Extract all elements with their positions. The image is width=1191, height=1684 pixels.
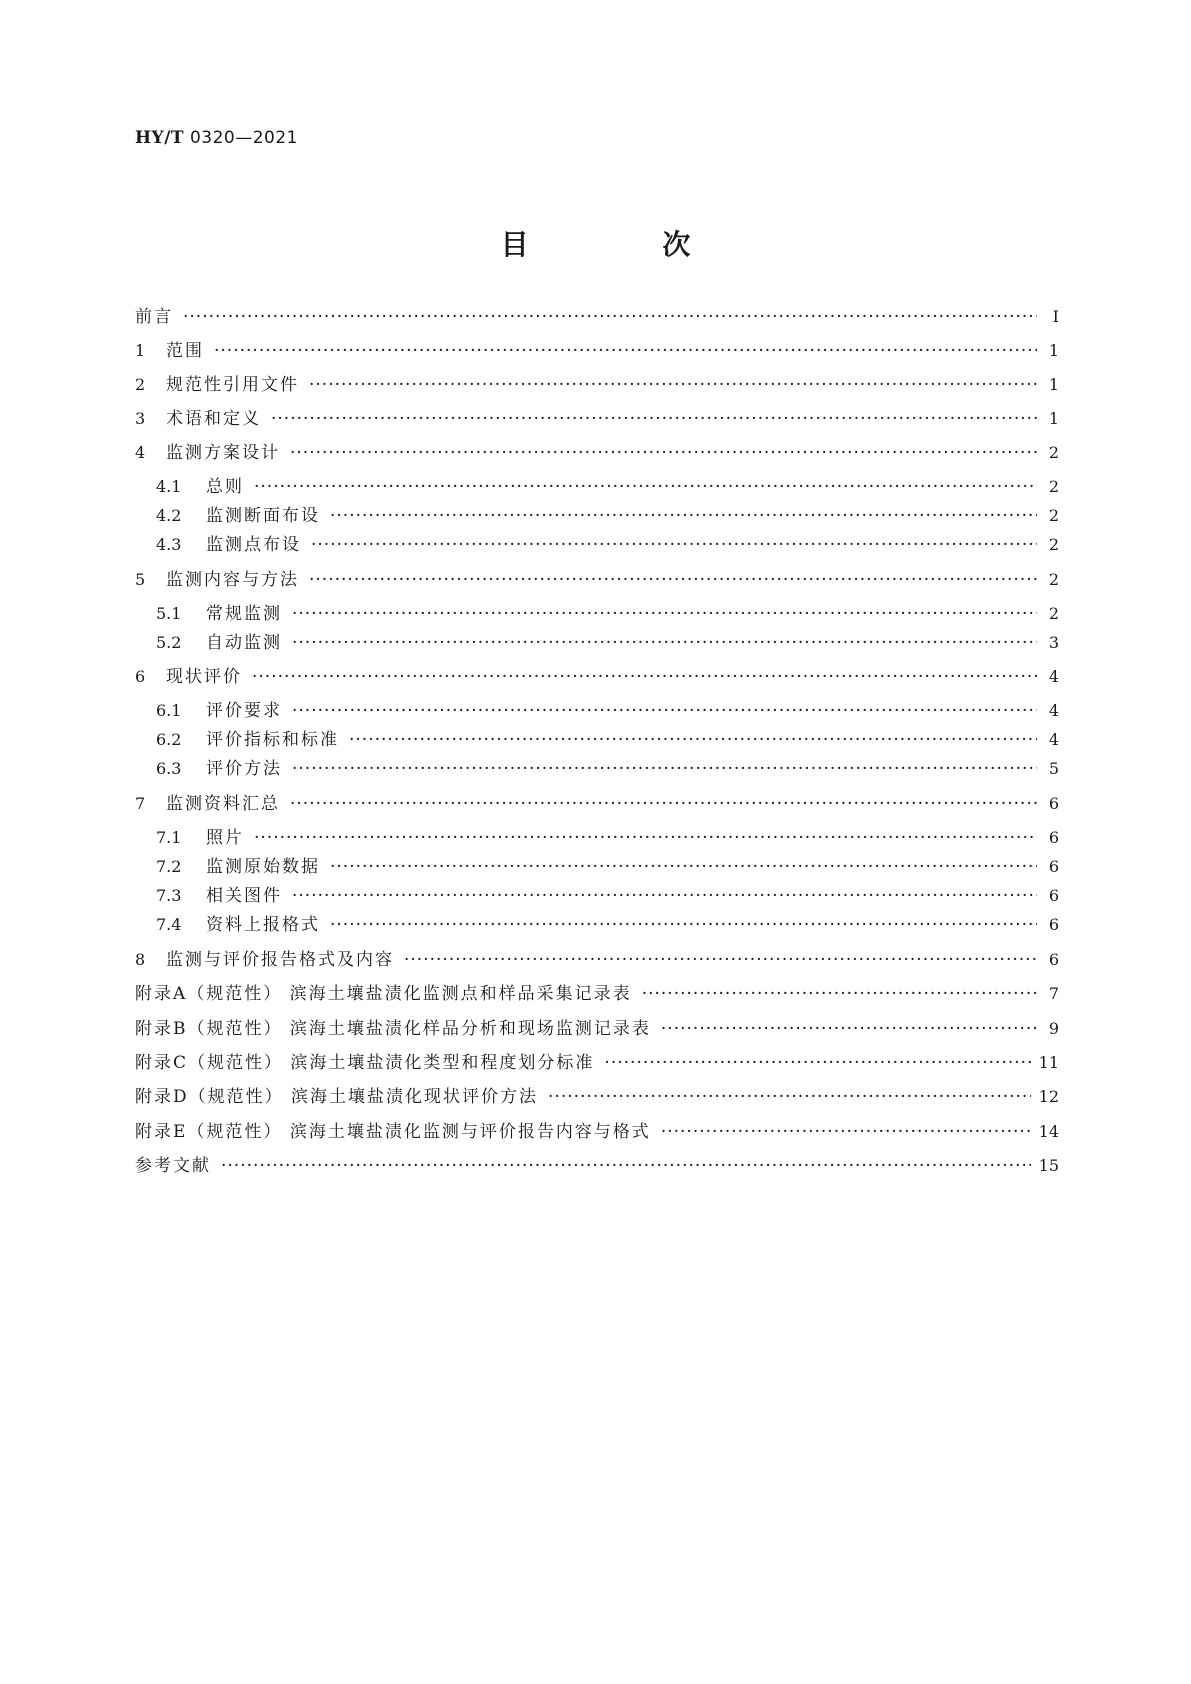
- toc-entry-page: 4: [1048, 701, 1059, 720]
- toc-entry-label: 总则: [206, 477, 244, 497]
- toc-entry-number: 3: [135, 409, 146, 428]
- toc-entry-page: 12: [1038, 1087, 1059, 1106]
- toc-entry-page: 4: [1048, 667, 1059, 686]
- toc-entry-label: 相关图件: [206, 886, 282, 906]
- toc-dot-leader: [221, 1153, 1031, 1179]
- toc-entry-page: 2: [1048, 506, 1059, 525]
- toc-entry[interactable]: [135, 372, 1059, 398]
- toc-entry-number: 7.1: [156, 828, 182, 847]
- toc-dot-leader: [661, 1016, 1037, 1042]
- toc-entry[interactable]: [135, 1119, 1059, 1145]
- toc-dot-leader: [309, 567, 1037, 593]
- toc-entry-page: 6: [1048, 950, 1059, 969]
- toc-dot-leader: [292, 601, 1037, 627]
- toc-entry-number: 6.2: [156, 730, 182, 749]
- toc-entry-label: 评价方法: [206, 759, 282, 779]
- page-title: 目 次: [500, 228, 753, 261]
- toc-entry-label: 前言: [135, 307, 173, 327]
- toc-dot-leader: [309, 372, 1037, 398]
- toc-entry[interactable]: [156, 630, 1059, 656]
- toc-entry[interactable]: [156, 854, 1059, 880]
- toc-entry[interactable]: [135, 304, 1059, 330]
- toc-entry-label: 常规监测: [206, 604, 282, 624]
- toc-entry[interactable]: [135, 440, 1059, 466]
- toc-entry-label: 监测内容与方法: [166, 570, 299, 590]
- toc-dot-leader: [604, 1050, 1030, 1076]
- toc-entry-page: 2: [1048, 535, 1059, 554]
- toc-entry-page: 2: [1048, 604, 1059, 623]
- toc-dot-leader: [292, 883, 1037, 909]
- toc-dot-leader: [290, 791, 1037, 817]
- toc-entry[interactable]: [135, 791, 1059, 817]
- toc-entry-label: 监测点布设: [206, 535, 301, 555]
- toc-dot-leader: [254, 825, 1037, 851]
- toc-entry[interactable]: [156, 825, 1059, 851]
- toc-entry[interactable]: [135, 1153, 1059, 1179]
- toc-entry-label: 监测资料汇总: [166, 794, 280, 814]
- toc-entry-page: 7: [1048, 984, 1059, 1003]
- toc-entry-number: 2: [135, 375, 146, 394]
- toc-entry-label: 监测方案设计: [166, 443, 280, 463]
- toc-entry-number: 5: [135, 570, 146, 589]
- toc-entry[interactable]: [135, 1084, 1059, 1110]
- toc-entry-page: 9: [1048, 1019, 1059, 1038]
- toc-dot-leader: [330, 854, 1037, 880]
- toc-entry-label: 规范性引用文件: [166, 375, 299, 395]
- toc-entry-page: 6: [1048, 886, 1059, 905]
- toc-entry-page: 3: [1048, 633, 1059, 652]
- toc-dot-leader: [642, 981, 1037, 1007]
- toc-entry[interactable]: [156, 912, 1059, 938]
- toc-entry-number: 6: [135, 667, 146, 686]
- toc-entry-page: 14: [1038, 1122, 1059, 1141]
- toc-entry-number: 5.2: [156, 633, 182, 652]
- toc-dot-leader: [330, 503, 1037, 529]
- toc-entry-number: 4: [135, 443, 146, 462]
- toc-dot-leader: [292, 698, 1037, 724]
- toc-entry-label: 附录D（规范性） 滨海土壤盐渍化现状评价方法: [135, 1087, 539, 1107]
- toc-dot-leader: [404, 947, 1037, 973]
- toc-entry[interactable]: [135, 981, 1059, 1007]
- toc-entry[interactable]: [135, 338, 1059, 364]
- toc-entry[interactable]: [135, 1016, 1059, 1042]
- toc-entry-label: 附录B（规范性） 滨海土壤盐渍化样品分析和现场监测记录表: [135, 1019, 651, 1039]
- toc-dot-leader: [330, 912, 1037, 938]
- toc-entry-number: 6.1: [156, 701, 182, 720]
- toc-dot-leader: [292, 756, 1037, 782]
- toc-dot-leader: [290, 440, 1037, 466]
- toc-entry-page: 1: [1048, 409, 1059, 428]
- toc-entry-page: 6: [1048, 915, 1059, 934]
- toc-entry[interactable]: [156, 532, 1059, 558]
- toc-entry[interactable]: [156, 698, 1059, 724]
- toc-entry-page: 2: [1048, 570, 1059, 589]
- toc-entry[interactable]: [156, 727, 1059, 753]
- toc-entry-label: 评价指标和标准: [206, 730, 339, 750]
- toc-entry-number: 4.1: [156, 477, 182, 496]
- toc-dot-leader: [311, 532, 1037, 558]
- toc-entry-label: 监测原始数据: [206, 857, 320, 877]
- toc-entry-label: 术语和定义: [166, 409, 261, 429]
- toc-entry-number: 6.3: [156, 759, 182, 778]
- toc-entry-page: 6: [1048, 857, 1059, 876]
- toc-entry-label: 自动监测: [206, 633, 282, 653]
- toc-entry-label: 附录E（规范性） 滨海土壤盐渍化监测与评价报告内容与格式: [135, 1122, 651, 1142]
- toc-entry[interactable]: [135, 947, 1059, 973]
- toc-entry-label: 附录C（规范性） 滨海土壤盐渍化类型和程度划分标准: [135, 1053, 595, 1073]
- toc-dot-leader: [254, 474, 1037, 500]
- toc-entry-number: 7.3: [156, 886, 182, 905]
- table-of-contents: [135, 0, 1059, 1684]
- toc-entry-page: 15: [1038, 1156, 1059, 1175]
- toc-entry-page: 6: [1048, 794, 1059, 813]
- toc-entry-number: 7.2: [156, 857, 182, 876]
- toc-entry-number: 4.3: [156, 535, 182, 554]
- toc-entry-page: 1: [1048, 375, 1059, 394]
- toc-dot-leader: [214, 338, 1037, 364]
- toc-entry-number: 1: [135, 341, 146, 360]
- standard-code-number: 0320—2021: [189, 128, 298, 148]
- toc-entry-number: 8: [135, 950, 146, 969]
- toc-entry-page: 4: [1048, 730, 1059, 749]
- toc-entry-label: 照片: [206, 828, 244, 848]
- toc-dot-leader: [183, 304, 1037, 330]
- toc-dot-leader: [661, 1119, 1031, 1145]
- toc-entry[interactable]: [135, 664, 1059, 690]
- toc-dot-leader: [548, 1084, 1031, 1110]
- toc-entry[interactable]: [156, 601, 1059, 627]
- toc-entry-page: 2: [1048, 477, 1059, 496]
- standard-code-prefix: HY/T: [135, 128, 185, 148]
- toc-entry-label: 现状评价: [166, 667, 242, 687]
- toc-entry-number: 7: [135, 794, 146, 813]
- toc-entry-label: 评价要求: [206, 701, 282, 721]
- toc-entry-label: 附录A（规范性） 滨海土壤盐渍化监测点和样品采集记录表: [135, 984, 632, 1004]
- toc-entry[interactable]: [135, 406, 1059, 432]
- toc-entry-number: 7.4: [156, 915, 182, 934]
- toc-entry-page: 1: [1048, 341, 1059, 360]
- toc-entry-page: 11: [1038, 1053, 1059, 1072]
- toc-entry[interactable]: [156, 503, 1059, 529]
- toc-entry-number: 5.1: [156, 604, 182, 623]
- toc-dot-leader: [349, 727, 1037, 753]
- toc-entry[interactable]: [135, 567, 1059, 593]
- toc-entry-page: 2: [1048, 443, 1059, 462]
- toc-entry-label: 参考文献: [135, 1156, 211, 1176]
- toc-entry-page: 5: [1048, 759, 1059, 778]
- toc-entry[interactable]: [156, 883, 1059, 909]
- toc-entry-label: 监测断面布设: [206, 506, 320, 526]
- toc-dot-leader: [252, 664, 1037, 690]
- toc-entry-page: Ⅰ: [1052, 307, 1059, 326]
- toc-entry-label: 监测与评价报告格式及内容: [166, 950, 394, 970]
- toc-entry-label: 范围: [166, 341, 204, 361]
- toc-dot-leader: [292, 630, 1037, 656]
- toc-entry-number: 4.2: [156, 506, 182, 525]
- toc-entry-label: 资料上报格式: [206, 915, 320, 935]
- toc-entry[interactable]: [156, 474, 1059, 500]
- toc-entry-page: 6: [1048, 828, 1059, 847]
- toc-entry[interactable]: [135, 1050, 1059, 1076]
- toc-dot-leader: [271, 406, 1037, 432]
- toc-entry[interactable]: [156, 756, 1059, 782]
